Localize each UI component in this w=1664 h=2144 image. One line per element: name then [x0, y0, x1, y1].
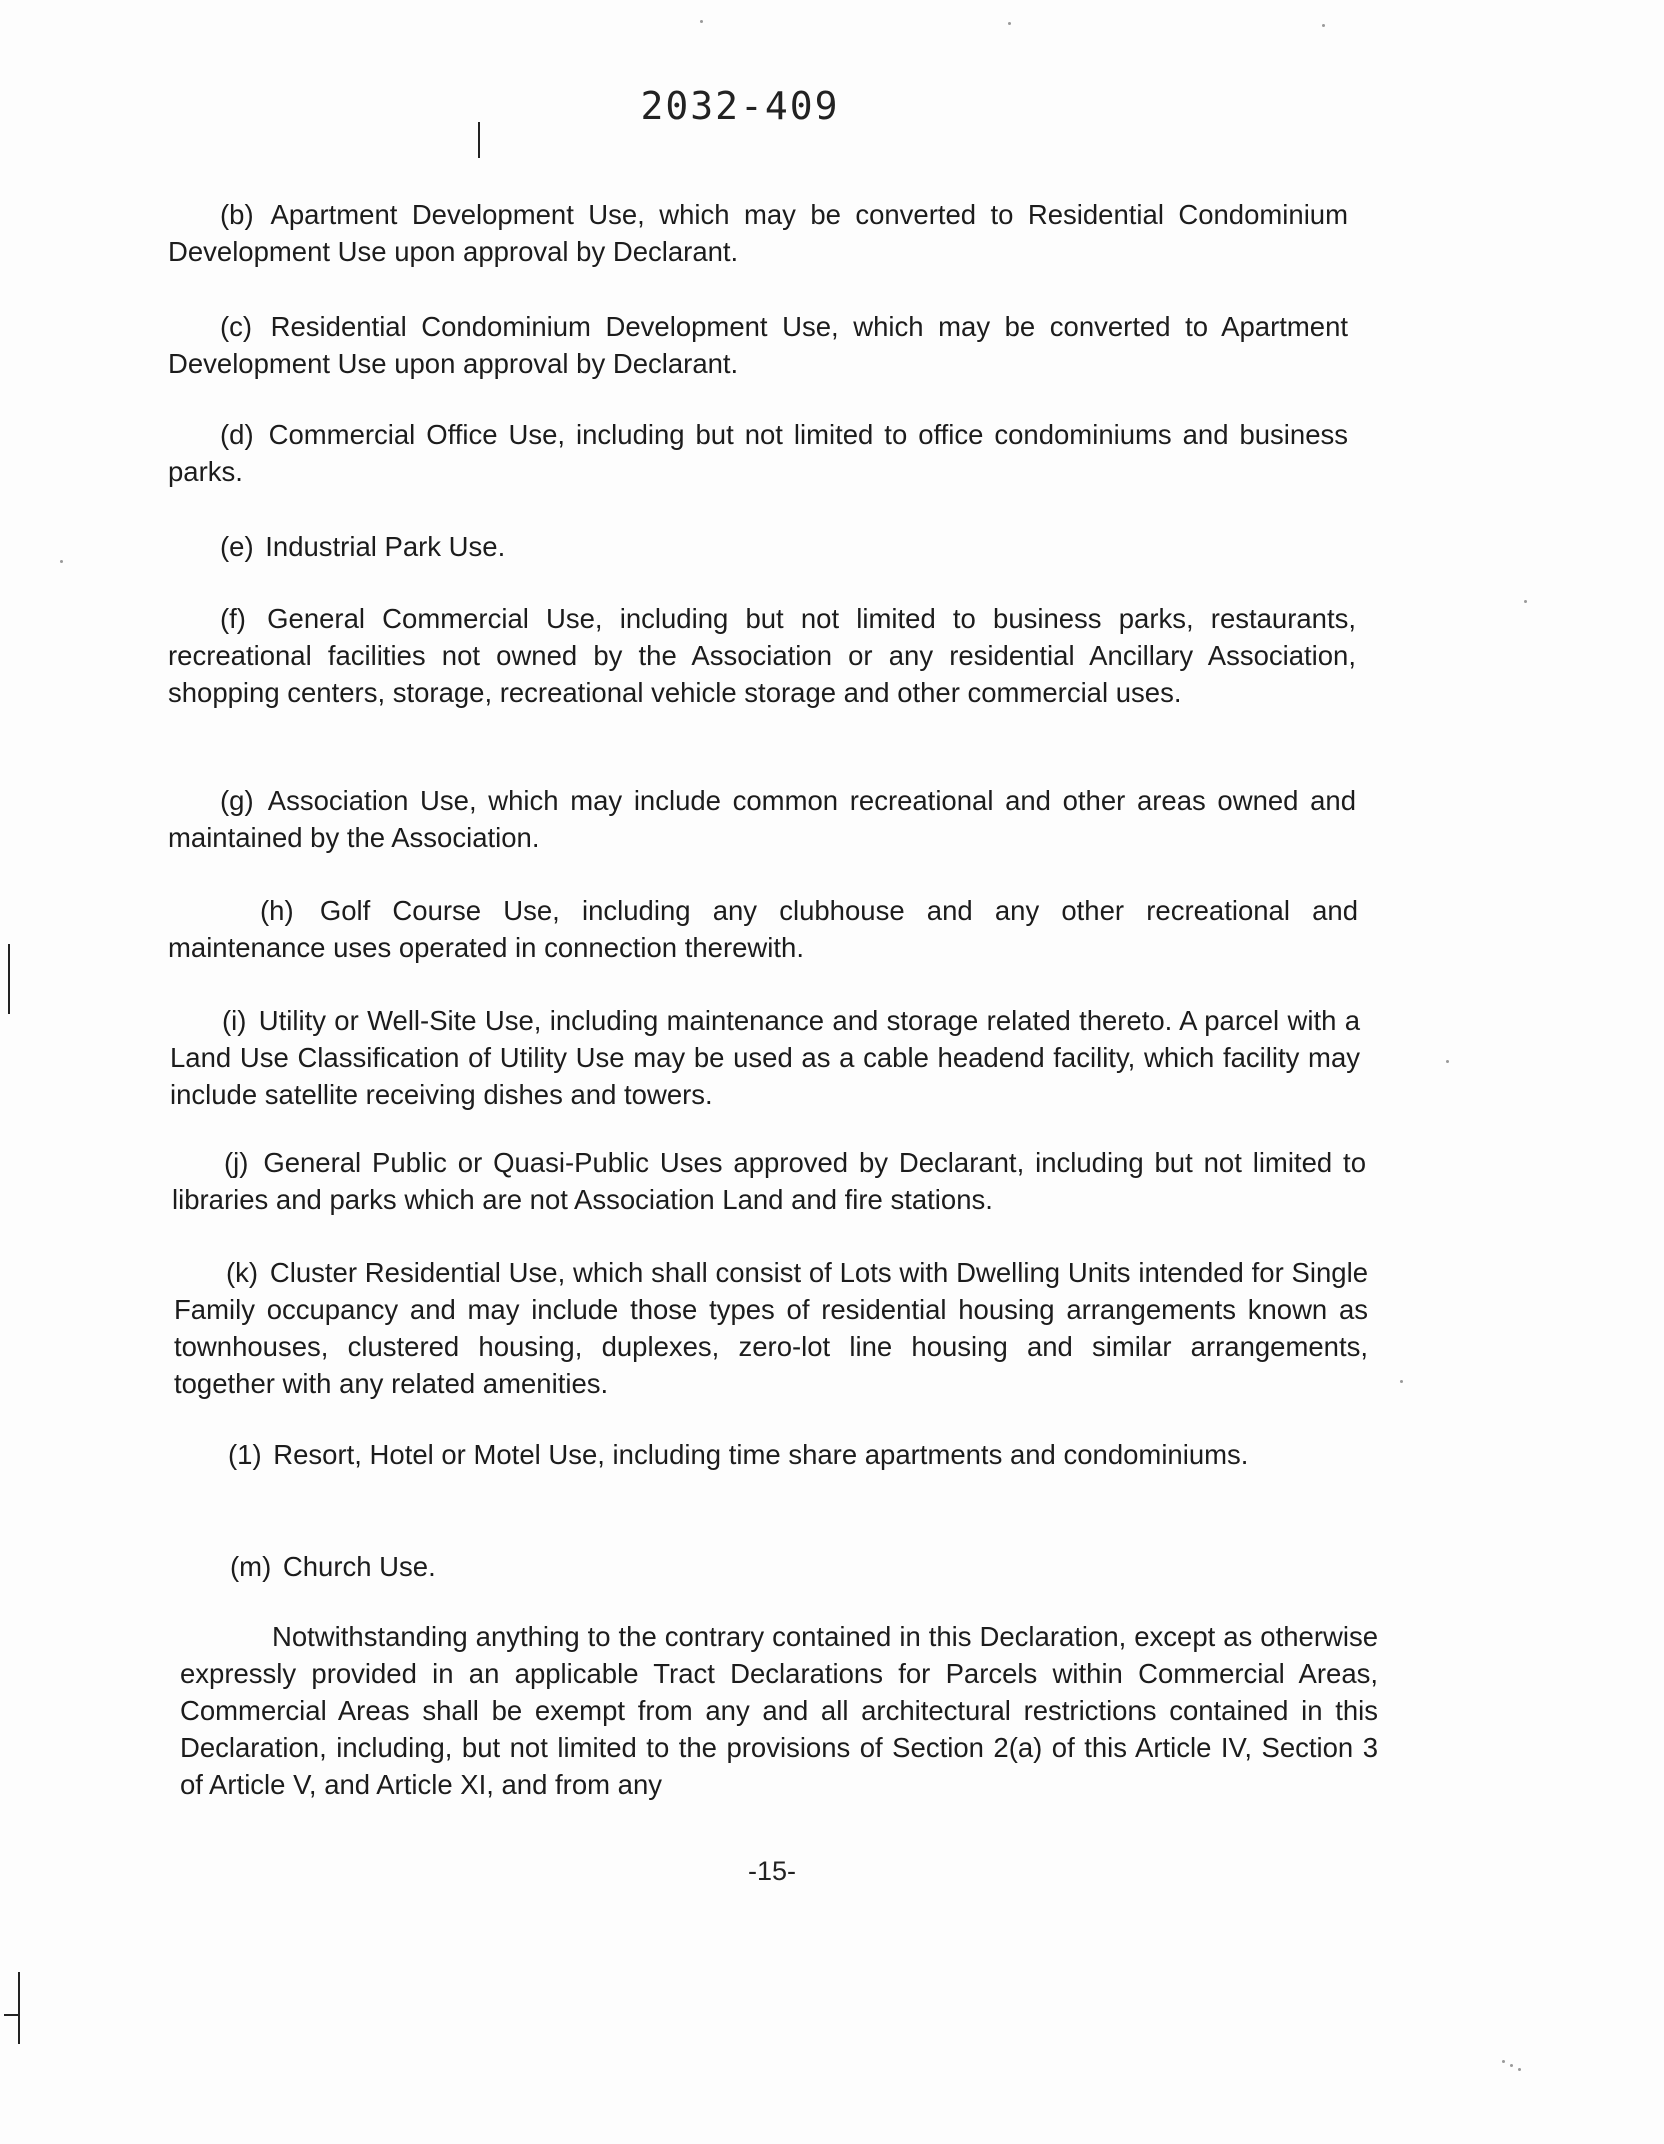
item-text: Utility or Well-Site Use, including maintenance and storage related thereto. A parcel with a Land Use Classification of Utility Use may be used as a cable headend facility, which facility may include satellite receiving dishes and towers.	[170, 1005, 1360, 1110]
item-label: (g)	[220, 785, 254, 816]
item-label: (k)	[226, 1257, 259, 1288]
item-label: (d)	[220, 419, 254, 450]
item-label: (f)	[220, 603, 246, 634]
item-text: General Commercial Use, including but not limited to business parks, restaurants, recreational facilities not owned by the Association or any residential Ancillary Association, shopping centers, storage, recreational vehicle storage and other commercial uses.	[168, 603, 1357, 708]
margin-tick-mark	[4, 2014, 20, 2016]
list-item	[168, 308, 1348, 382]
item-label: (h)	[260, 895, 294, 926]
item-label: (m)	[230, 1551, 272, 1582]
item-text: Cluster Residential Use, which shall consist of Lots with Dwelling Units intended for Single Family occupancy and may include those types of residential housing arrangements known as townhouses, clustered housing, duplexes, zero-lot line housing and similar arrangements, together with any related amenities.	[174, 1257, 1368, 1399]
item-label: (i)	[222, 1005, 247, 1036]
scan-speck	[1400, 1380, 1403, 1383]
scan-speck	[1446, 1060, 1449, 1063]
document-header-number: 2032-409	[640, 84, 840, 128]
margin-tick-mark	[8, 944, 10, 1014]
scan-speck	[1524, 600, 1527, 603]
item-text: General Public or Quasi-Public Uses approved by Declarant, including but not limited to libraries and parks which are not Association Land and fire stations.	[172, 1147, 1366, 1215]
list-item	[168, 528, 1348, 565]
list-item	[170, 1002, 1360, 1113]
item-label: (b)	[220, 199, 254, 230]
scan-speck	[1322, 24, 1325, 27]
item-text: Industrial Park Use.	[265, 531, 506, 562]
margin-tick-mark	[18, 1972, 20, 2044]
scan-speck	[700, 20, 703, 23]
scan-speck	[1518, 2068, 1521, 2071]
page-number: -15-	[747, 1856, 796, 1886]
item-text: Association Use, which may include common recreational and other areas owned and maintained by the Association.	[168, 785, 1356, 853]
item-text: Church Use.	[282, 1551, 436, 1582]
scan-speck	[1008, 22, 1011, 25]
list-item	[168, 782, 1356, 856]
item-label: (c)	[220, 311, 253, 342]
item-text: Resort, Hotel or Motel Use, including time share apartments and condominiums.	[273, 1439, 1249, 1470]
list-item	[178, 1548, 1374, 1585]
list-item	[168, 600, 1356, 711]
item-label: (1)	[228, 1439, 262, 1470]
scan-speck	[1510, 2064, 1513, 2067]
item-text: Commercial Office Use, including but not limited to office condominiums and business parks.	[168, 419, 1349, 487]
item-text: Apartment Development Use, which may be converted to Residential Condominium Development Use upon approval by Declarant.	[168, 199, 1349, 267]
margin-tick-mark	[478, 122, 480, 158]
list-item	[168, 892, 1358, 966]
closing-paragraph: Notwithstanding anything to the contrary contained in this Declaration, except as otherwise expressly provided in an applicable Tract Declarations for Parcels within Commercial Areas, Commercial Areas shall be exempt from any and all architectural restrictions contained in this Declaration, including, but not limited to the provisions of Section 2(a) of this Article IV, Section 3 of Article V, and Article XI, and from any	[180, 1621, 1378, 1800]
item-label: (e)	[220, 531, 254, 562]
scan-speck	[60, 560, 63, 563]
scan-speck	[1502, 2060, 1505, 2063]
list-item	[168, 416, 1348, 490]
list-item	[168, 196, 1348, 270]
list-item	[174, 1254, 1368, 1402]
list-item	[176, 1436, 1372, 1473]
item-label: (j)	[224, 1147, 249, 1178]
item-text: Residential Condominium Development Use, which may be converted to Apartment Development Use upon approval by Declarant.	[168, 311, 1349, 379]
list-item	[172, 1144, 1366, 1218]
item-text: Golf Course Use, including any clubhouse and any other recreational and maintenance uses operated in connection therewith.	[168, 895, 1358, 963]
